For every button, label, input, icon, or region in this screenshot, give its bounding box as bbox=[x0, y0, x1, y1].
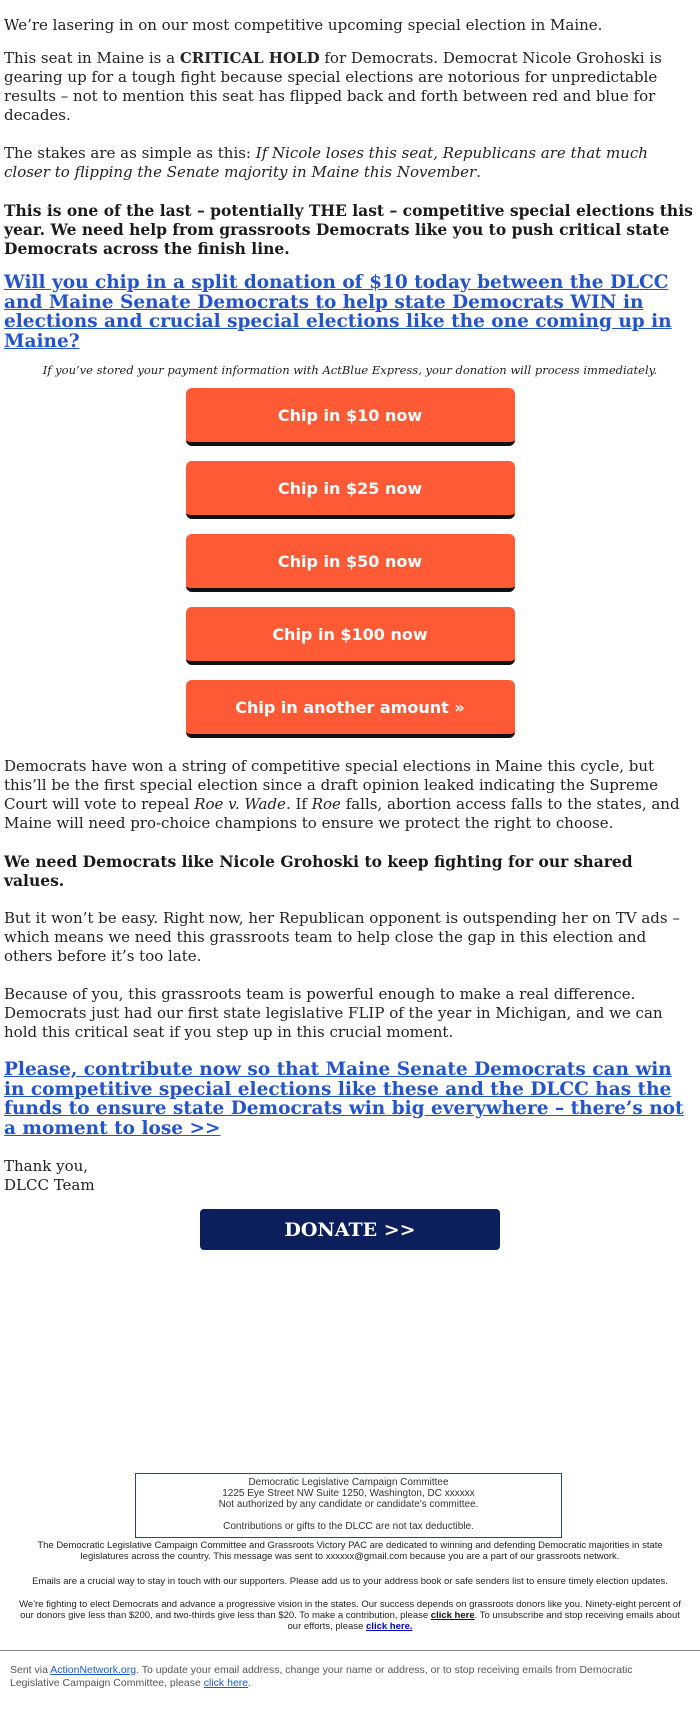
roe-paragraph: Democrats have won a string of competitive special elections in Maine this cycle, but this’ll be the first special election since a draft opinion leaked indicating the Supreme Court will vote to repeal Roe v. Wade. If Roe falls, abortion access falls to the states, and Maine will need pro-choice champions to ensure we protect the right to choose. bbox=[4, 757, 680, 832]
actblue-note: If you’ve stored your payment information with ActBlue Express, your donation will process immediately. bbox=[42, 363, 658, 377]
authorization-note: Not authorized by any candidate or candidate's committee. bbox=[218, 1499, 479, 1510]
org-address: 1225 Eye Street NW Suite 1250, Washington, DC xxxxxx bbox=[222, 1488, 475, 1499]
donate-row bbox=[4, 1209, 696, 1250]
footer-divider bbox=[0, 1650, 700, 1651]
signer: DLCC Team bbox=[4, 1176, 95, 1194]
split-donation-link[interactable]: Will you chip in a split donation of $10 today between the DLCC and Maine Senate Democrats to help state Democrats WIN in elections and crucial special elections like the one coming up in Maine? bbox=[4, 272, 672, 352]
chip-in-25-button[interactable]: Chip in $25 now bbox=[186, 461, 515, 519]
actionnetwork-link[interactable]: ActionNetwork.org bbox=[50, 1664, 137, 1676]
last-election-paragraph: This is one of the last – potentially THE last – competitive special elections this year. We need help from grassroots Democrats like you to push critical state Democrats across the finish line. bbox=[4, 201, 693, 258]
email-safelist-fineprint: Emails are a crucial way to stay in touch with our supporters. Please add us to your address book or safe senders list to ensure timely election updates. bbox=[32, 1576, 668, 1587]
chip-in-10-button[interactable]: Chip in $10 now bbox=[186, 388, 515, 446]
org-name: Democratic Legislative Campaign Committee bbox=[248, 1477, 449, 1488]
signature bbox=[4, 1157, 696, 1195]
contribute-now-link[interactable]: Please, contribute now so that Maine Senate Democrats can win in competitive special elections like these and the DLCC has the funds to ensure state Democrats win big everywhere – there’s not a moment to lose >> bbox=[4, 1059, 684, 1139]
signoff: Thank you, bbox=[4, 1157, 89, 1175]
donors-fineprint: We're fighting to elect Democrats and advance a progressive vision in the states. Our success depends on grassroots donors like you. Ninety-eight percent of our donors give less than $200, and two-thirds give less than $20. To make a contribution, please click here. To unsubscribe and stop receiving emails about our efforts, please click here. bbox=[19, 1599, 681, 1632]
outspending-paragraph: But it won’t be easy. Right now, her Republican opponent is outspending her on TV ads – which means we need this grassroots team to help close the gap in this election and others before it’s too late. bbox=[4, 909, 680, 965]
update-preferences-link[interactable]: click here bbox=[203, 1677, 249, 1689]
shared-values-paragraph: We need Democrats like Nicole Grohoski to keep fighting for our shared values. bbox=[4, 852, 633, 890]
donate-button[interactable]: DONATE >> bbox=[200, 1209, 500, 1250]
sent-via-footer: Sent via ActionNetwork.org. To update your email address, change your name or address, or to stop receiving emails from Democratic Legislative Campaign Committee, please click here. bbox=[10, 1664, 633, 1689]
stakes-paragraph: The stakes are as simple as this: If Nicole loses this seat, Republicans are that much closer to flipping the Senate majority in Maine this November. bbox=[4, 144, 648, 181]
tax-note: Contributions or gifts to the DLCC are not tax deductible. bbox=[223, 1521, 474, 1532]
contribute-click-here-link[interactable]: click here bbox=[430, 1610, 475, 1621]
chip-in-50-button[interactable]: Chip in $50 now bbox=[186, 534, 515, 592]
intro-paragraph: We’re lasering in on our most competitive upcoming special election in Maine. bbox=[4, 16, 603, 34]
grassroots-paragraph: Because of you, this grassroots team is powerful enough to make a real difference. Democrats just had our first state legislative FLIP of the year in Michigan, and we can hold this critical seat if you step up in this crucial moment. bbox=[4, 985, 663, 1041]
chip-in-100-button[interactable]: Chip in $100 now bbox=[186, 607, 515, 665]
mission-fineprint: The Democratic Legislative Campaign Committee and Grassroots Victory PAC are dedicated to winning and defending Democratic majorities in state legislatures across the country. This message was sent to xxxxxx@gmail.com because you are a part of our grassroots network. bbox=[37, 1540, 663, 1562]
chip-in-other-amount-button[interactable]: Chip in another amount » bbox=[186, 680, 515, 738]
disclaimer-box bbox=[135, 1473, 562, 1538]
critical-hold-paragraph: This seat in Maine is a CRITICAL HOLD for Democrats. Democrat Nicole Grohoski is gearing up for a tough fight because special elections are notorious for unpredictable results – not to mention this seat has flipped back and forth between red and blue for decades. bbox=[4, 49, 662, 124]
chip-in-buttons bbox=[4, 388, 696, 753]
unsubscribe-link[interactable]: click here. bbox=[366, 1621, 413, 1632]
